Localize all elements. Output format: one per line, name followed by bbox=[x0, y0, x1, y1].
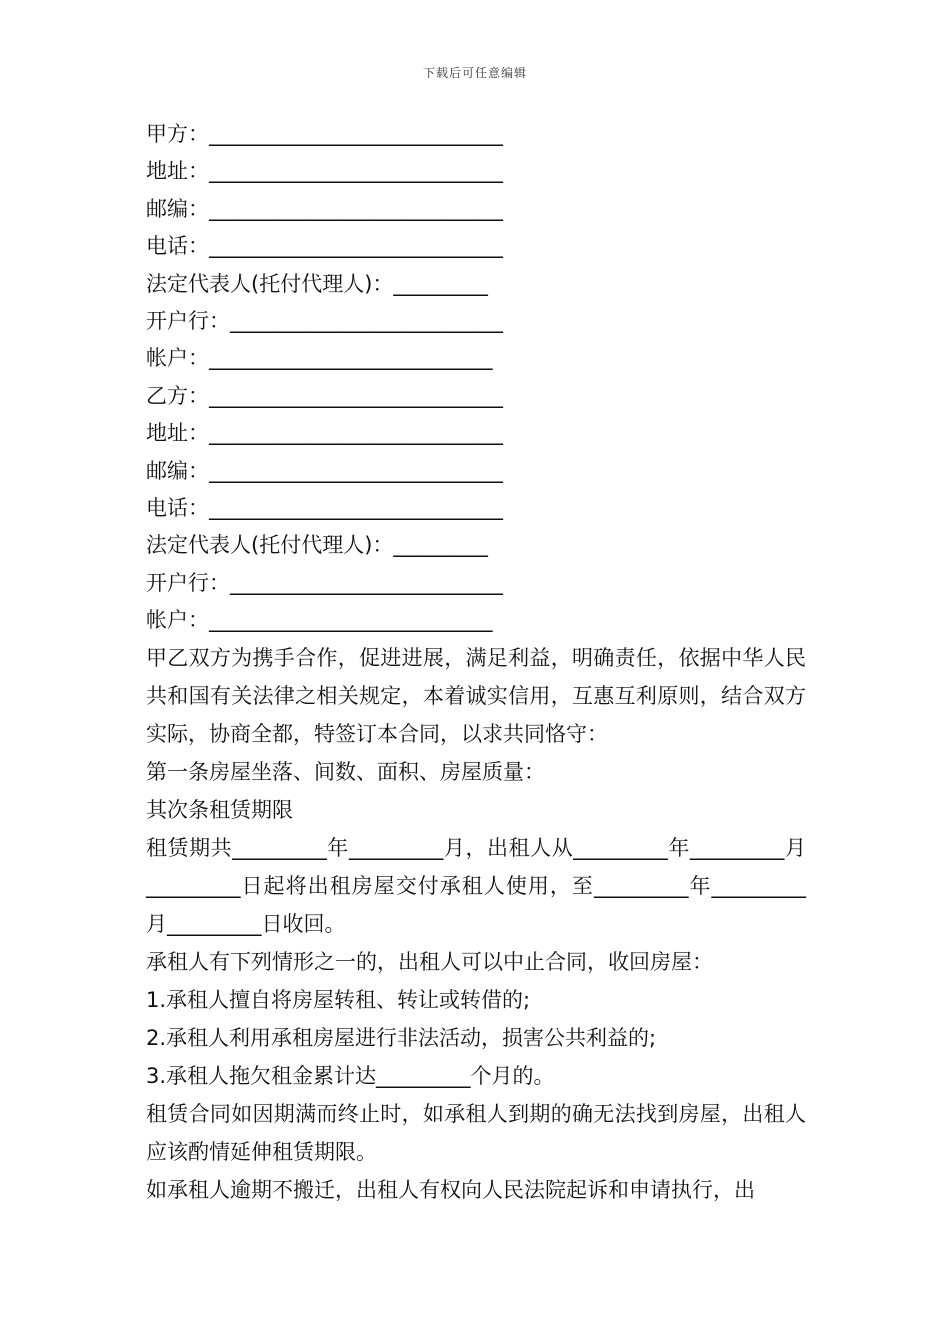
overdue-eviction-paragraph: 如承租人逾期不搬迁，出租人有权向人民法院起诉和申请执行，出 bbox=[146, 1178, 755, 1203]
contract-body bbox=[146, 116, 806, 1209]
article-two-heading: 其次条租赁期限 bbox=[146, 798, 293, 823]
party-a-address-field: 地址：____________________________ bbox=[146, 159, 503, 184]
party-a-bank-field: 开户行：__________________________ bbox=[146, 308, 503, 333]
party-b-postcode-field: 邮编：____________________________ bbox=[146, 458, 503, 483]
party-b-phone-field: 电话：____________________________ bbox=[146, 495, 503, 520]
termination-conditions-intro: 承租人有下列情形之一的，出租人可以中止合同，收回房屋： bbox=[146, 950, 713, 975]
lease-extension-paragraph: 租赁合同如因期满而终止时，如承租人到期的确无法找到房屋，出租人应该酌情延伸租赁期限。 bbox=[146, 1102, 806, 1165]
preamble-paragraph: 甲乙双方为携手合作，促进进展，满足利益，明确责任，依据中华人民共和国有关法律之相关规定，本着诚实信用，互惠互利原则，结合双方实际，协商全都，特签订本合同，以求共同恪守： bbox=[146, 646, 806, 747]
party-a-legal-rep-field: 法定代表人(托付代理人)：_________ bbox=[146, 271, 488, 296]
article-one-heading: 第一条房屋坐落、间数、面积、房屋质量： bbox=[146, 760, 545, 785]
party-b-name-field: 乙方：____________________________ bbox=[146, 383, 503, 408]
termination-condition-2: 2.承租人利用承租房屋进行非法活动，损害公共利益的; bbox=[146, 1026, 657, 1051]
party-b-address-field: 地址：____________________________ bbox=[146, 421, 503, 446]
party-a-account-field: 帐户：___________________________ bbox=[146, 346, 493, 371]
party-b-legal-rep-field: 法定代表人(托付代理人)：_________ bbox=[146, 533, 488, 558]
party-b-account-field: 帐户：___________________________ bbox=[146, 608, 493, 633]
download-editable-note: 下载后可任意编辑 bbox=[422, 66, 527, 80]
lease-term-paragraph: 租赁期共_________年_________月，出租人从_________年_________月_________日起将出租房屋交付承租人使用，至_________年_________月_________日收回。 bbox=[146, 836, 806, 937]
party-b-bank-field: 开户行：__________________________ bbox=[146, 570, 503, 595]
party-a-phone-field: 电话：____________________________ bbox=[146, 234, 503, 259]
party-a-postcode-field: 邮编：____________________________ bbox=[146, 196, 503, 221]
termination-condition-3: 3.承租人拖欠租金累计达_________个月的。 bbox=[146, 1064, 555, 1089]
termination-condition-1: 1.承租人擅自将房屋转租、转让或转借的; bbox=[146, 988, 531, 1013]
party-a-name-field: 甲方：____________________________ bbox=[146, 122, 503, 146]
